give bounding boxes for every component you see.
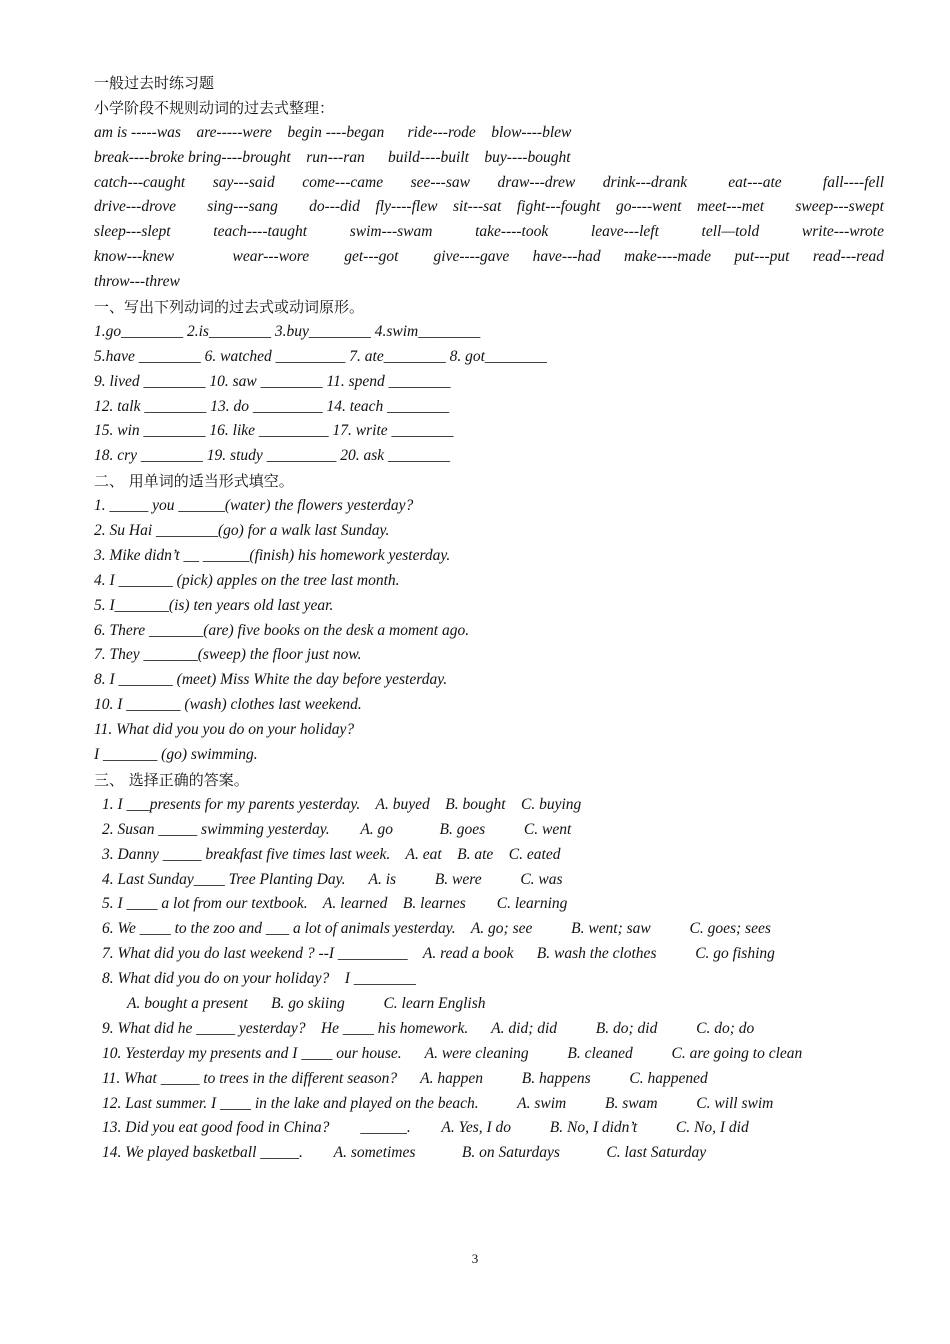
- verb-list-line: drive---drove sing---sang do---did fly----flew sit---sat fight---fought go----went meet---met sweep---swept: [94, 198, 884, 216]
- section-3-heading: 三、 选择正确的答案。: [94, 770, 249, 789]
- exercise-line: I _______ (go) swimming.: [94, 746, 258, 764]
- exercise-line: 7. They _______(sweep) the floor just now.: [94, 646, 362, 664]
- verb-list: [94, 121, 884, 295]
- exercise-line: 13. Did you eat good food in China? ______. A. Yes, I do B. No, I didn’t C. No, I did: [102, 1119, 749, 1137]
- exercise-line: 6. There _______(are) five books on the desk a moment ago.: [94, 621, 470, 639]
- exercise-line: 11. What _____ to trees in the different season? A. happen B. happens C. happened: [102, 1069, 708, 1087]
- exercise-line: 5. I_______(is) ten years old last year.: [94, 596, 334, 614]
- exercise-line: 18. cry ________ 19. study _________ 20. ask ________: [94, 447, 451, 465]
- exercise-line: 1.go________ 2.is________ 3.buy________ 4.swim________: [94, 322, 481, 340]
- exercise-line: 4. Last Sunday____ Tree Planting Day. A. is B. were C. was: [102, 870, 563, 888]
- page-number: 3: [471, 1251, 479, 1266]
- exercise-line: 6. We ____ to the zoo and ___ a lot of animals yesterday. A. go; see B. went; saw C. goes; sees: [102, 920, 771, 938]
- exercise-line: 3. Mike didn’t __ ______(finish) his homework yesterday.: [94, 546, 451, 564]
- verb-list-line: sleep---slept teach----taught swim---swam take----took leave---left tell—told write---wrote: [94, 223, 884, 241]
- exercise-line: 3. Danny _____ breakfast five times last week. A. eat B. ate C. eated: [102, 845, 561, 863]
- exercise-line: 12. Last summer. I ____ in the lake and played on the beach. A. swim B. swam C. will swim: [102, 1094, 774, 1112]
- exercise-line: 14. We played basketball _____. A. sometimes B. on Saturdays C. last Saturday: [102, 1144, 707, 1162]
- section-1-exercises: [94, 320, 884, 469]
- section-1-heading: 一、写出下列动词的过去式或动词原形。: [94, 298, 365, 317]
- exercise-line: 10. Yesterday my presents and I ____ our house. A. were cleaning B. cleaned C. are going to clean: [102, 1044, 803, 1062]
- exercise-line: 2. Susan _____ swimming yesterday. A. go B. goes C. went: [102, 820, 572, 838]
- exercise-line: 15. win ________ 16. like _________ 17. write ________: [94, 422, 454, 440]
- verb-list-line: catch---caught say---said come---came see---saw draw---drew drink---drank eat---ate fall----fell: [94, 173, 884, 191]
- verb-list-line: am is -----was are-----were begin ----began ride---rode blow----blew: [94, 123, 572, 141]
- worksheet: [94, 71, 884, 1166]
- section-3-exercises: [94, 793, 884, 1166]
- exercise-line: 9. What did he _____ yesterday? He ____ his homework. A. did; did B. do; did C. do; do: [102, 1019, 755, 1037]
- exercise-line: 4. I _______ (pick) apples on the tree last month.: [94, 571, 400, 589]
- exercise-line: 1. I ___presents for my parents yesterday. A. buyed B. bought C. buying: [102, 795, 582, 813]
- section-2-heading: 二、 用单词的适当形式填空。: [94, 472, 294, 491]
- exercise-line: 10. I _______ (wash) clothes last weekend.: [94, 696, 362, 714]
- exercise-line: 8. I _______ (meet) Miss White the day before yesterday.: [94, 671, 448, 689]
- exercise-line: 8. What did you do on your holiday? I ________: [102, 970, 416, 988]
- verb-list-heading: 小学阶段不规则动词的过去式整理：: [94, 98, 335, 117]
- verb-list-line: know---knew wear---wore get---got give----gave have---had make----made put---put read---read: [94, 248, 884, 266]
- exercise-line: 7. What did you do last weekend ? --I _________ A. read a book B. wash the clothes C. go fishing: [102, 945, 775, 963]
- exercise-line: 5. I ____ a lot from our textbook. A. learned B. learnes C. learning: [102, 895, 568, 913]
- exercise-line: 5.have ________ 6. watched _________ 7. ate________ 8. got________: [94, 347, 547, 365]
- exercise-line: 11. What did you you do on your holiday?: [94, 721, 355, 739]
- exercise-line: A. bought a present B. go skiing C. learn English: [127, 994, 486, 1012]
- verb-list-line: throw---threw: [94, 273, 180, 291]
- section-2-exercises: [94, 494, 884, 768]
- exercise-line: 12. talk ________ 13. do _________ 14. teach ________: [94, 397, 450, 415]
- exercise-line: 2. Su Hai ________(go) for a walk last Sunday.: [94, 522, 390, 540]
- verb-list-line: break----broke bring----brought run---ran build----built buy----bought: [94, 148, 571, 166]
- exercise-line: 1. _____ you ______(water) the flowers yesterday?: [94, 497, 414, 515]
- exercise-line: 9. lived ________ 10. saw ________ 11. spend ________: [94, 372, 451, 390]
- worksheet-title: 一般过去时练习题: [94, 74, 215, 92]
